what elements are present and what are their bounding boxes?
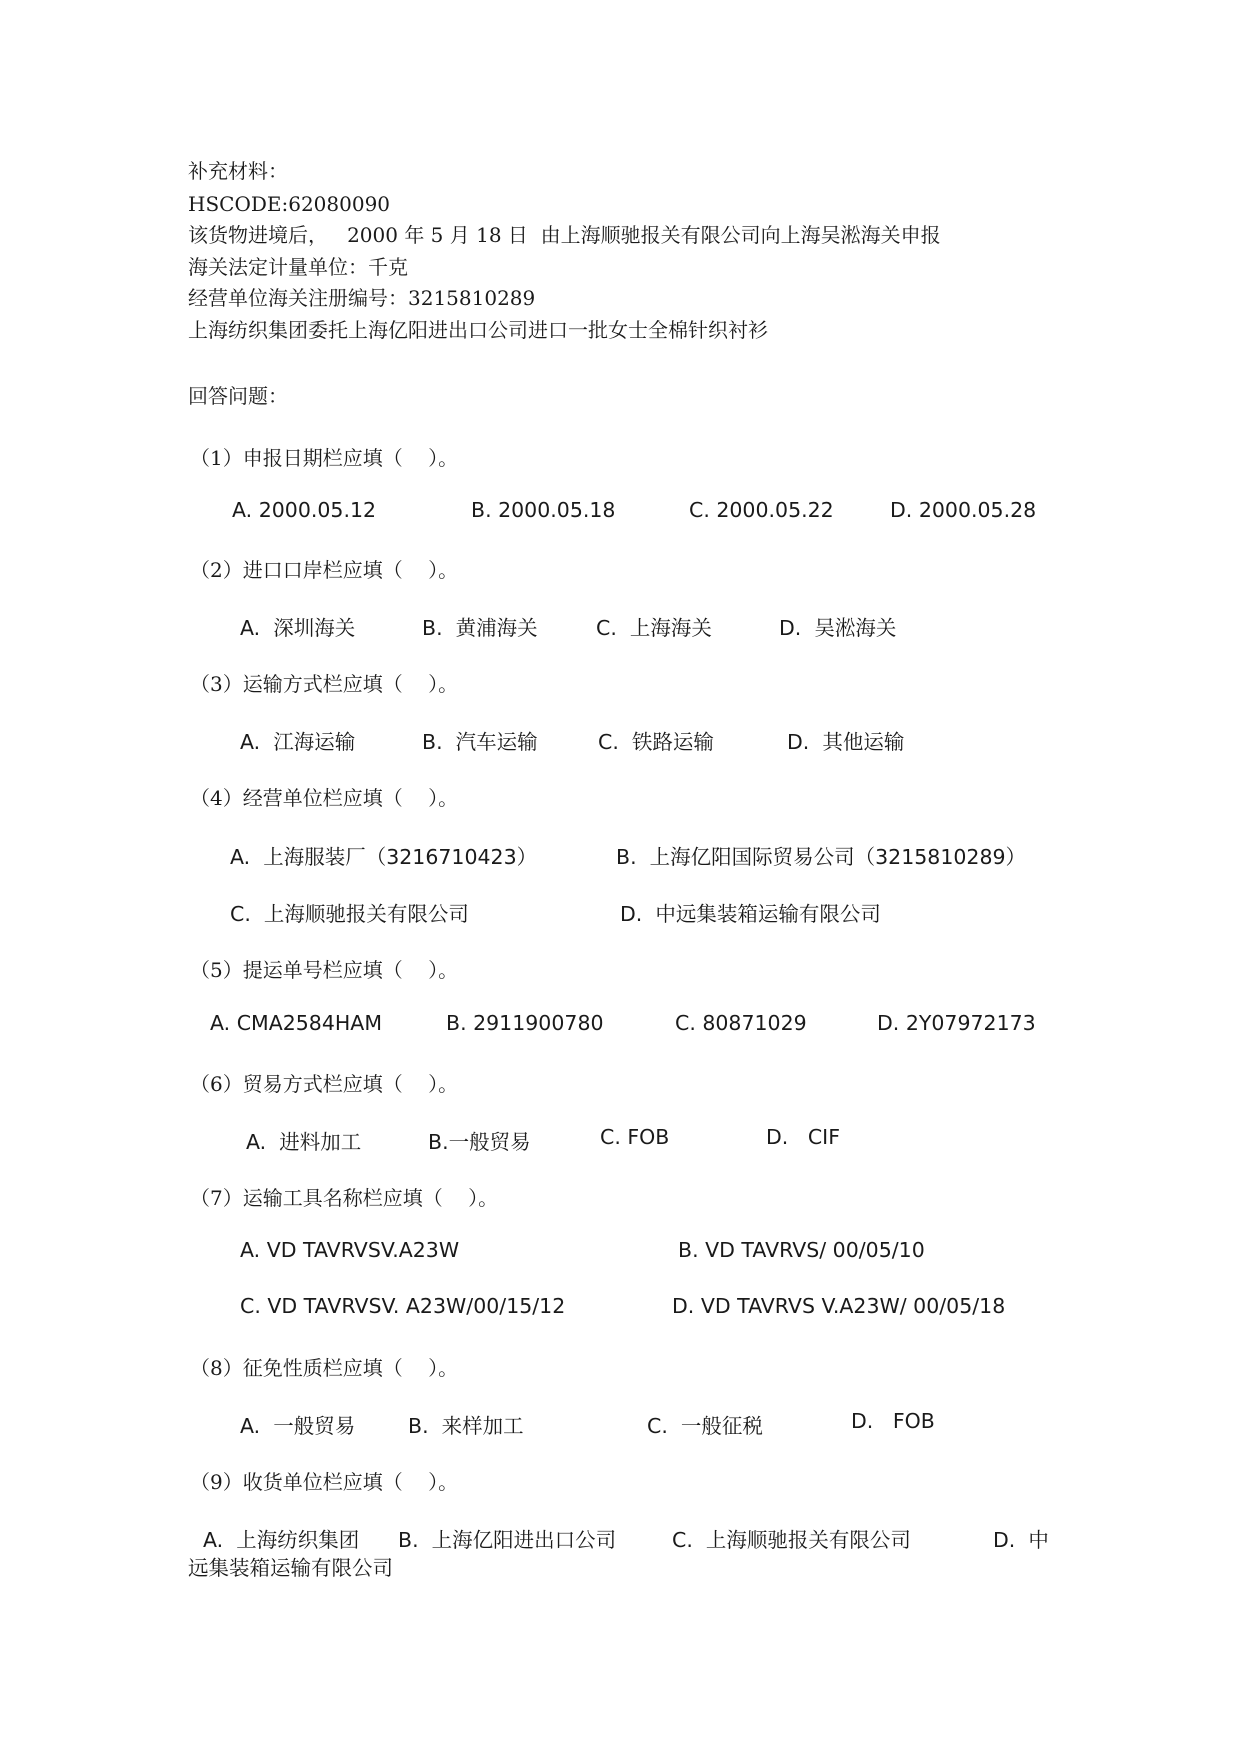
question-8: （8）征免性质栏应填（ ）。	[190, 1356, 459, 1380]
q7-option-c: C. VD TAVRVSV. A23W/00/15/12	[240, 1294, 566, 1318]
q4-option-d: D. 中远集装箱运输有限公司	[620, 902, 881, 926]
q1-option-a: A. 2000.05.12	[232, 498, 377, 522]
question-6: （6）贸易方式栏应填（ ）。	[190, 1072, 459, 1096]
q7-option-a: A. VD TAVRVSV.A23W	[240, 1238, 460, 1262]
answer-heading: 回答问题：	[188, 384, 288, 408]
registration-line: 经营单位海关注册编号：3215810289	[188, 286, 536, 310]
q4-option-b: B. 上海亿阳国际贸易公司（3215810289）	[616, 845, 1027, 869]
q9-option-d-wrap: 远集装箱运输有限公司	[188, 1556, 393, 1580]
q7-option-d: D. VD TAVRVS V.A23W/ 00/05/18	[672, 1294, 1006, 1318]
q5-option-a: A. CMA2584HAM	[210, 1011, 383, 1035]
question-5: （5）提运单号栏应填（ ）。	[190, 958, 459, 982]
q9-option-d: D. 中	[993, 1528, 1049, 1552]
q2-option-b: B. 黄浦海关	[422, 616, 538, 640]
q9-option-c: C. 上海顺驰报关有限公司	[672, 1528, 911, 1552]
q8-option-d: D. FOB	[851, 1409, 935, 1433]
q9-option-a: A. 上海纺织集团	[203, 1528, 360, 1552]
q4-option-c: C. 上海顺驰报关有限公司	[230, 902, 469, 926]
q5-option-d: D. 2Y07972173	[877, 1011, 1036, 1035]
declare-line: 该货物进境后， 2000 年 5 月 18 日 由上海顺驰报关有限公司向上海吴淞海关申报	[188, 223, 941, 247]
q3-option-c: C. 铁路运输	[598, 730, 714, 754]
q6-option-d: D. CIF	[766, 1125, 841, 1149]
q5-option-c: C. 80871029	[675, 1011, 807, 1035]
question-4: （4）经营单位栏应填（ ）。	[190, 786, 459, 810]
q3-option-b: B. 汽车运输	[422, 730, 538, 754]
question-7: （7）运输工具名称栏应填（ ）。	[190, 1186, 499, 1210]
q1-option-d: D. 2000.05.28	[890, 498, 1037, 522]
question-9: （9）收货单位栏应填（ ）。	[190, 1470, 459, 1494]
supplement-heading: 补充材料：	[188, 159, 288, 183]
q1-option-b: B. 2000.05.18	[471, 498, 616, 522]
q8-option-b: B. 来样加工	[408, 1414, 524, 1438]
q4-option-a: A. 上海服装厂（3216710423）	[230, 845, 538, 869]
q2-option-a: A. 深圳海关	[240, 616, 356, 640]
q3-option-a: A. 江海运输	[240, 730, 356, 754]
question-1: （1）申报日期栏应填（ ）。	[190, 446, 459, 470]
q6-option-c: C. FOB	[600, 1125, 670, 1149]
question-2: （2）进口口岸栏应填（ ）。	[190, 558, 459, 582]
q6-option-b: B.一般贸易	[428, 1130, 531, 1154]
q7-option-b: B. VD TAVRVS/ 00/05/10	[678, 1238, 925, 1262]
q1-option-c: C. 2000.05.22	[689, 498, 834, 522]
q8-option-c: C. 一般征税	[647, 1414, 763, 1438]
entrust-line: 上海纺织集团委托上海亿阳进出口公司进口一批女士全棉针织衬衫	[188, 318, 768, 342]
q2-option-c: C. 上海海关	[596, 616, 712, 640]
q5-option-b: B. 2911900780	[446, 1011, 604, 1035]
q8-option-a: A. 一般贸易	[240, 1414, 356, 1438]
q3-option-d: D. 其他运输	[787, 730, 905, 754]
question-3: （3）运输方式栏应填（ ）。	[190, 672, 459, 696]
hscode-line: HSCODE:62080090	[188, 192, 391, 216]
q2-option-d: D. 吴淞海关	[779, 616, 897, 640]
q6-option-a: A. 进料加工	[246, 1130, 362, 1154]
unit-line: 海关法定计量单位：千克	[188, 255, 408, 279]
q9-option-b: B. 上海亿阳进出口公司	[398, 1528, 617, 1552]
